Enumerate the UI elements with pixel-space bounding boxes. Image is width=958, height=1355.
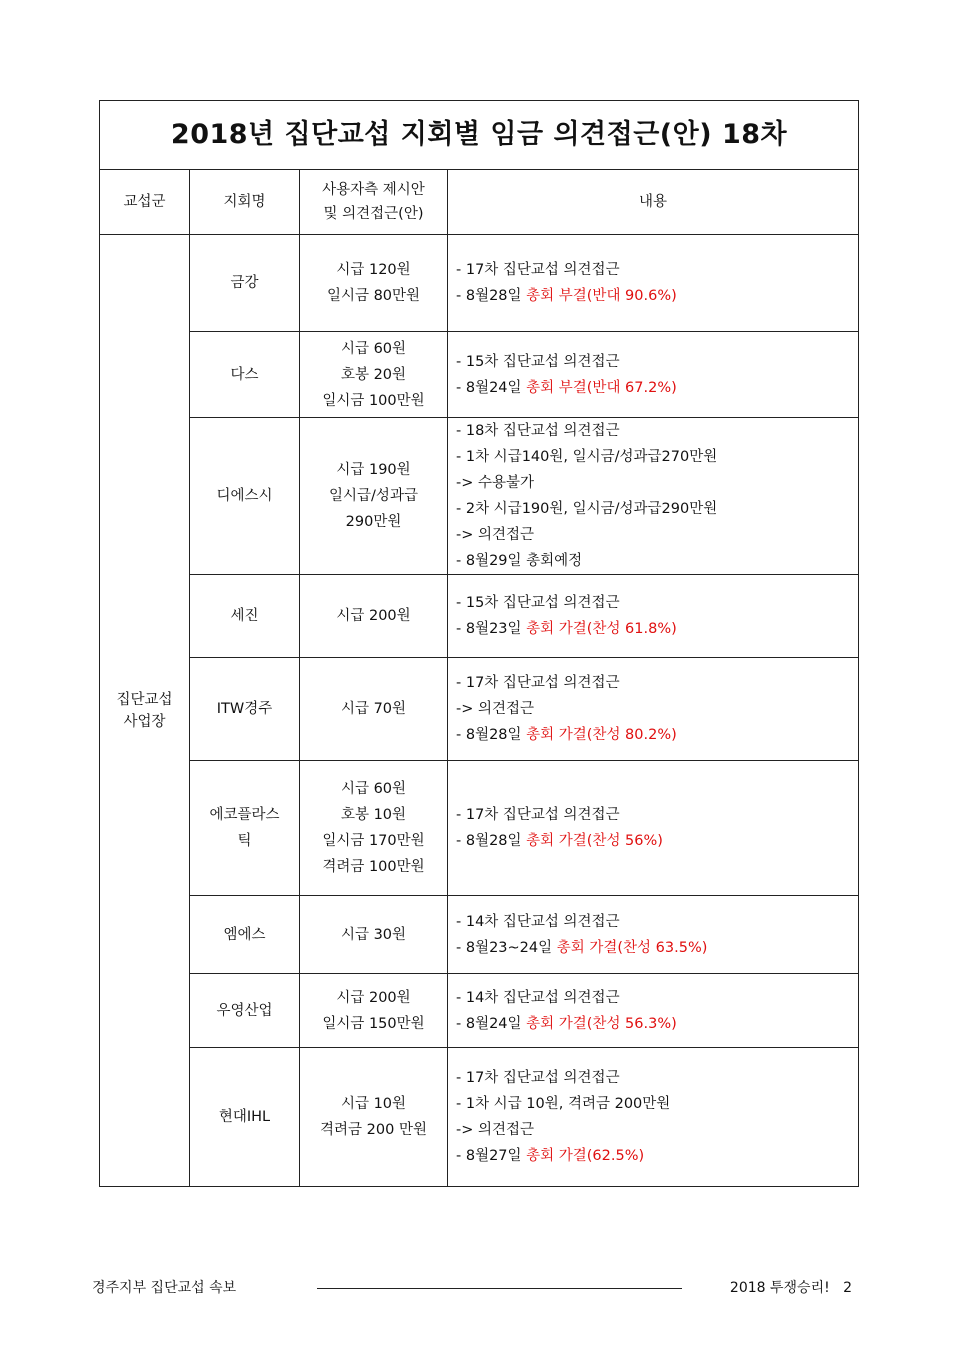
content-line (456, 444, 858, 470)
content-text: -> 의견접근 (456, 701, 535, 717)
content-text: -> 의견접근 (456, 1122, 535, 1138)
branch-name: 디에스시 (216, 488, 273, 504)
offer-line: 시급 70원 (340, 701, 407, 717)
content-line (456, 349, 858, 375)
table-row (100, 235, 859, 332)
branch-name: ITW경주 (216, 701, 273, 717)
content-line (456, 257, 858, 283)
content-text: - 8월24일 (456, 379, 527, 396)
content-text: - 2차 시급190원, 일시금/성과급290만원 (456, 501, 718, 517)
branch-name-cell (190, 1048, 300, 1187)
content-text: - 8월28일 (456, 727, 527, 743)
content-line (456, 1143, 858, 1169)
offer-line: 격려금 100만원 (322, 859, 425, 875)
content-cell (448, 974, 859, 1048)
table-row (100, 974, 859, 1048)
vote-result: 총회 부결(반대 67.2%) (526, 379, 677, 396)
content-line (456, 283, 858, 309)
content-text: - 8월23~24일 (456, 939, 557, 956)
vote-result: 총회 가결(찬성 56%) (526, 833, 663, 849)
content-line (456, 470, 858, 496)
content-line (456, 1117, 858, 1143)
branch-name-cell (190, 332, 300, 418)
content-text: - 18차 집단교섭 의견접근 (456, 423, 620, 439)
branch-name: 다스 (230, 366, 259, 383)
branch-name: 에코플라스 틱 (209, 807, 280, 849)
offer-cell (300, 974, 448, 1048)
offer-cell (300, 575, 448, 658)
content-text: - 8월27일 (456, 1148, 527, 1164)
content-cell (448, 896, 859, 974)
branch-name: 금강 (230, 275, 259, 291)
branch-name: 현대IHL (218, 1109, 271, 1125)
content-text: -> 수용불가 (456, 475, 535, 491)
offer-line: 시급 200원 (336, 608, 411, 624)
offer-line: 호봉 20원 (340, 366, 407, 383)
offer-line: 일시금 80만원 (326, 288, 421, 304)
wage-agreement-table (99, 100, 859, 1187)
header-offer-line1: 사용자측 제시안 (322, 182, 425, 198)
footer-publication: 경주지부 집단교섭 속보 (92, 1280, 237, 1296)
content-text: - 17차 집단교섭 의견접근 (456, 807, 620, 823)
content-cell (448, 1048, 859, 1187)
header-branch: 지회명 (190, 170, 300, 235)
offer-line: 시급 30원 (340, 926, 407, 943)
vote-result: 총회 가결(찬성 80.2%) (526, 727, 677, 743)
branch-name: 우영산업 (216, 1002, 273, 1019)
table-body (100, 235, 859, 1187)
footer-slogan: 2018 투쟁승리! (729, 1280, 830, 1296)
offer-line: 호봉 10원 (340, 807, 407, 823)
content-line (456, 828, 858, 854)
header-content: 내용 (448, 170, 859, 235)
content-line (456, 496, 858, 522)
vote-result: 총회 가결(찬성 61.8%) (526, 621, 677, 637)
offer-line: 290만원 (345, 514, 402, 530)
offer-line: 일시금 170만원 (322, 833, 425, 849)
table-row (100, 332, 859, 418)
offer-line: 시급 60원 (340, 781, 407, 797)
content-text: - 17차 집단교섭 의견접근 (456, 1070, 620, 1086)
offer-cell (300, 418, 448, 575)
table-row (100, 658, 859, 761)
branch-name-cell (190, 575, 300, 658)
content-cell (448, 235, 859, 332)
content-line (456, 616, 858, 642)
table-row (100, 896, 859, 974)
content-text: -> 의견접근 (456, 527, 535, 543)
offer-line: 시급 120원 (336, 262, 411, 278)
content-line (456, 696, 858, 722)
offer-line: 일시급/성과급 (329, 488, 418, 504)
content-text: - 15차 집단교섭 의견접근 (456, 353, 620, 370)
branch-name-cell (190, 896, 300, 974)
header-group: 교섭군 (100, 170, 190, 235)
content-line (456, 985, 858, 1011)
branch-name-cell (190, 761, 300, 896)
vote-result: 총회 부결(반대 90.6%) (526, 288, 677, 304)
branch-name-cell (190, 658, 300, 761)
offer-cell (300, 332, 448, 418)
offer-line: 격려금 200 만원 (320, 1122, 427, 1138)
offer-line: 일시금 150만원 (322, 1015, 425, 1032)
content-cell (448, 418, 859, 575)
page-footer (92, 1278, 852, 1298)
table-row (100, 575, 859, 658)
content-line (456, 1011, 858, 1037)
content-text: - 14차 집단교섭 의견접근 (456, 913, 620, 930)
offer-line: 시급 190원 (336, 462, 411, 478)
group-cell (100, 235, 190, 1187)
branch-name: 세진 (230, 608, 259, 624)
content-line (456, 1091, 858, 1117)
vote-result: 총회 가결(62.5%) (526, 1148, 645, 1164)
branch-name: 엠에스 (223, 926, 266, 943)
table-row (100, 761, 859, 896)
content-text: - 8월24일 (456, 1015, 527, 1032)
content-text: - 8월23일 (456, 621, 527, 637)
header-offer (300, 170, 448, 235)
vote-result: 총회 가결(찬성 56.3%) (526, 1015, 677, 1032)
content-text: - 17차 집단교섭 의견접근 (456, 675, 620, 691)
content-line (456, 590, 858, 616)
offer-line: 시급 200원 (336, 989, 411, 1006)
content-text: - 8월29일 총회예정 (456, 553, 583, 569)
title-row (100, 101, 859, 170)
content-line (456, 722, 858, 748)
branch-name-cell (190, 974, 300, 1048)
table-row (100, 1048, 859, 1187)
content-line (456, 375, 858, 401)
content-line (456, 909, 858, 935)
content-line (456, 522, 858, 548)
group-label-line1: 집단교섭 (116, 691, 173, 708)
content-line (456, 548, 858, 574)
content-text: - 14차 집단교섭 의견접근 (456, 989, 620, 1006)
offer-line: 일시금 100만원 (322, 392, 425, 409)
vote-result: 총회 가결(찬성 63.5%) (556, 939, 708, 956)
offer-cell (300, 1048, 448, 1187)
content-cell (448, 761, 859, 896)
footer-divider (317, 1288, 682, 1289)
content-line (456, 802, 858, 828)
content-text: - 8월28일 (456, 288, 527, 304)
footer-right (730, 1278, 852, 1298)
offer-cell (300, 235, 448, 332)
content-cell (448, 332, 859, 418)
content-text: - 8월28일 (456, 833, 527, 849)
group-label-line2: 사업장 (123, 713, 166, 730)
header-offer-line2: 및 의견접근(안) (323, 206, 424, 222)
content-line (456, 935, 858, 961)
content-cell (448, 658, 859, 761)
content-line (456, 1065, 858, 1091)
page-number: 2 (843, 1280, 852, 1296)
content-line (456, 418, 858, 444)
content-text: - 15차 집단교섭 의견접근 (456, 595, 620, 611)
content-text: - 1차 시급 10원, 격려금 200만원 (456, 1096, 671, 1112)
content-text: - 1차 시급140원, 일시금/성과급270만원 (456, 449, 718, 465)
content-cell (448, 575, 859, 658)
branch-name-cell (190, 418, 300, 575)
offer-line: 시급 60원 (340, 340, 407, 357)
table-row (100, 418, 859, 575)
branch-name-cell (190, 235, 300, 332)
offer-cell (300, 761, 448, 896)
content-text: - 17차 집단교섭 의견접근 (456, 262, 620, 278)
offer-cell (300, 658, 448, 761)
document-title: 2018년 집단교섭 지회별 임금 의견접근(안) 18차 (100, 101, 859, 170)
header-row (100, 170, 859, 235)
offer-cell (300, 896, 448, 974)
content-line (456, 670, 858, 696)
offer-line: 시급 10원 (340, 1096, 407, 1112)
